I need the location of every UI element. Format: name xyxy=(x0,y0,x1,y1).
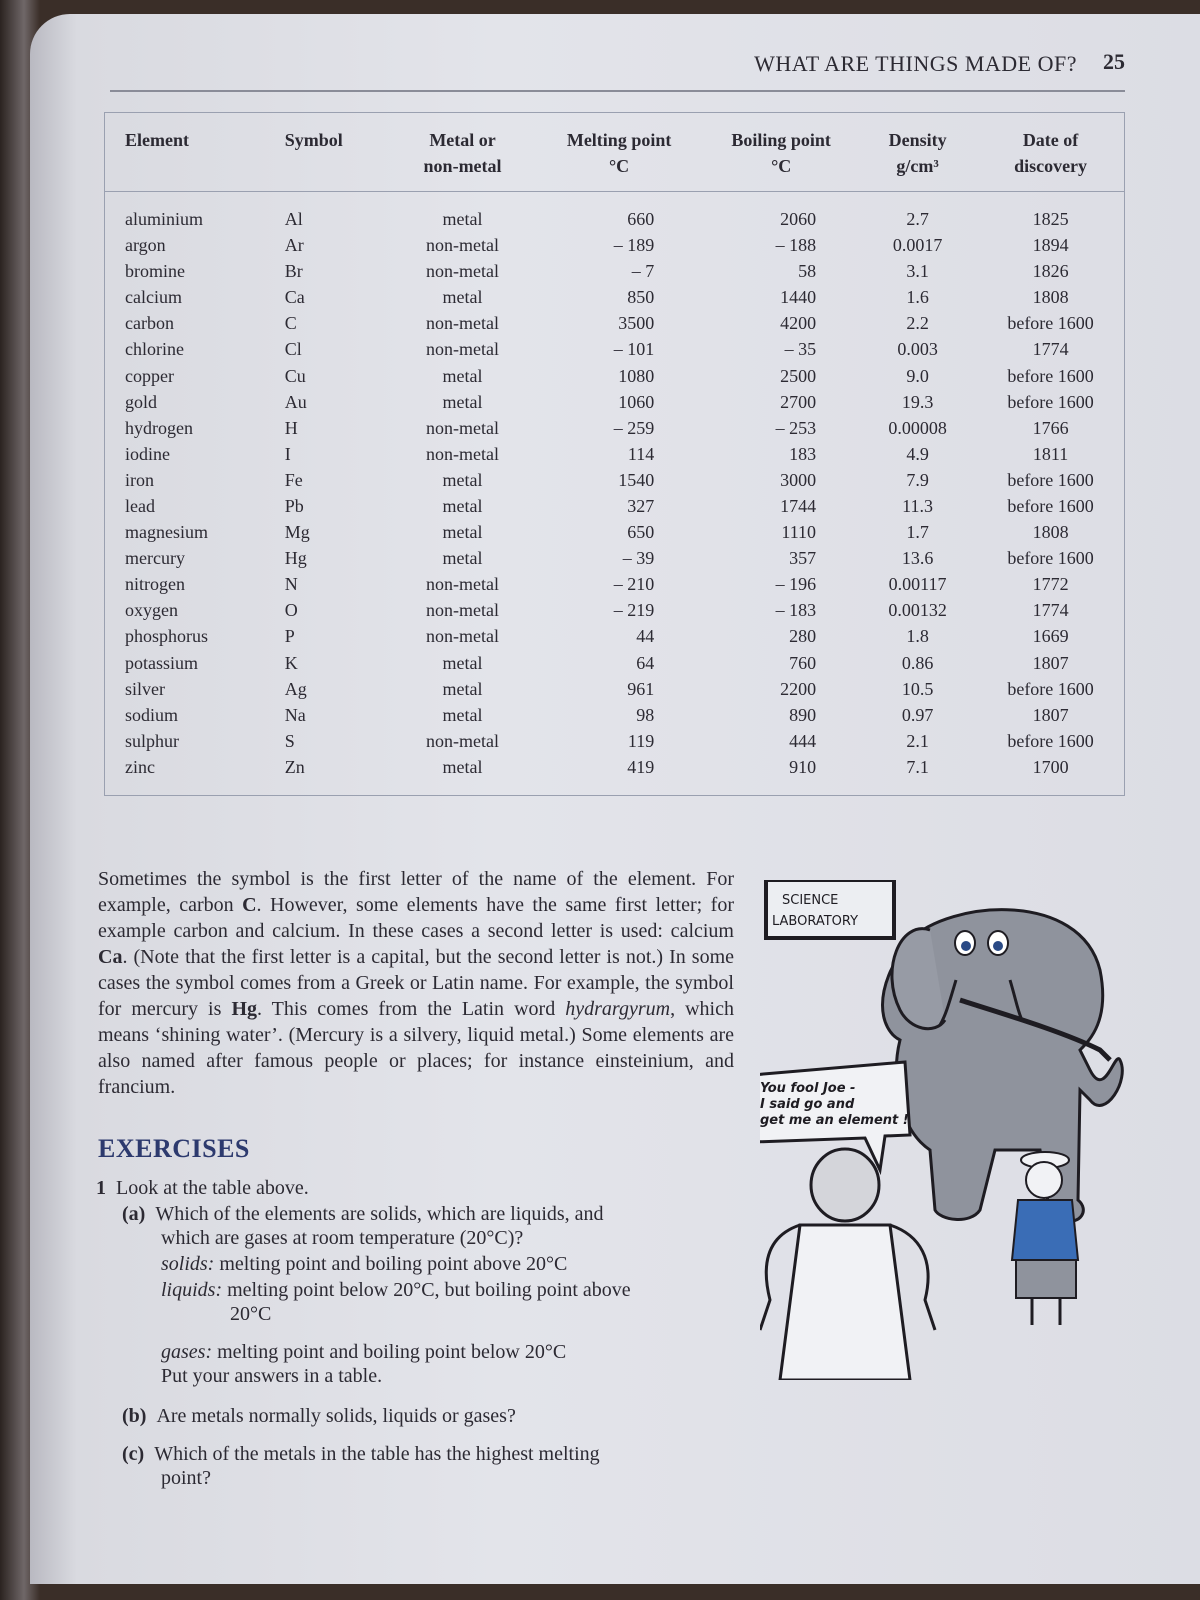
cell-symbol: Cu xyxy=(284,365,306,386)
table-row xyxy=(105,754,1125,795)
cell-date: 1811 xyxy=(1032,443,1069,464)
cell-metal: metal xyxy=(442,469,483,490)
cell-density: 0.003 xyxy=(897,339,938,360)
cell-boiling-point: 2060 xyxy=(780,208,817,229)
cell-date: 1808 xyxy=(1032,522,1069,543)
cell-metal: non-metal xyxy=(426,443,500,464)
cell-metal: metal xyxy=(442,678,483,699)
cell-boiling-point: – 183 xyxy=(775,600,817,621)
cell-symbol: Pb xyxy=(284,495,304,516)
cell-boiling-point: – 253 xyxy=(775,417,817,438)
cell-element: potassium xyxy=(125,652,199,673)
col-melting-point: Melting point °C xyxy=(534,113,704,192)
cell-melting-point: 327 xyxy=(627,495,655,516)
col-density: Density g/cm³ xyxy=(858,113,977,192)
cell-melting-point: 850 xyxy=(627,287,655,308)
table-row xyxy=(105,233,1125,259)
cell-density: 0.00008 xyxy=(888,417,947,438)
table-row xyxy=(105,520,1125,546)
cell-date: 1766 xyxy=(1032,417,1069,438)
cell-boiling-point: – 35 xyxy=(784,339,817,360)
cell-date: 1700 xyxy=(1032,757,1069,778)
cell-melting-point: – 210 xyxy=(613,574,655,595)
cell-melting-point: 98 xyxy=(636,704,655,725)
cell-metal: non-metal xyxy=(426,313,500,334)
table-row xyxy=(105,546,1125,572)
table-row xyxy=(105,598,1125,624)
cell-melting-point: 961 xyxy=(627,678,655,699)
cell-metal: metal xyxy=(442,757,483,778)
chapter-title: WHAT ARE THINGS MADE OF? xyxy=(754,51,1077,76)
cell-melting-point: 64 xyxy=(636,652,655,673)
cell-boiling-point: 2200 xyxy=(780,678,817,699)
cell-symbol: P xyxy=(284,626,295,647)
cell-element: magnesium xyxy=(125,522,208,543)
col-metal: Metal or non-metal xyxy=(391,113,534,192)
cell-date: before 1600 xyxy=(1007,678,1094,699)
cell-density: 2.7 xyxy=(906,208,929,229)
cell-date: 1826 xyxy=(1032,261,1069,282)
cell-symbol: Hg xyxy=(284,548,307,569)
cell-melting-point: 114 xyxy=(627,443,655,464)
cell-melting-point: 1060 xyxy=(618,391,655,412)
lab-sign xyxy=(766,880,894,938)
cell-boiling-point: 183 xyxy=(789,443,817,464)
cell-date: before 1600 xyxy=(1007,469,1094,490)
bubble-line-2: I said go and xyxy=(760,1097,855,1112)
cell-density: 2.2 xyxy=(906,313,929,334)
table-row xyxy=(105,493,1125,519)
cell-symbol: K xyxy=(284,652,298,673)
cell-date: before 1600 xyxy=(1007,548,1094,569)
cell-metal: non-metal xyxy=(426,339,500,360)
cell-density: 9.0 xyxy=(906,365,929,386)
cell-symbol: H xyxy=(284,417,298,438)
cell-element: aluminium xyxy=(125,208,203,229)
cell-density: 1.8 xyxy=(906,626,929,647)
table-row xyxy=(105,285,1125,311)
cell-symbol: S xyxy=(284,730,295,751)
question-1a-line2: which are gases at room temperature (20°C)? xyxy=(161,1227,524,1249)
cell-density: 0.97 xyxy=(901,704,934,725)
cell-date: before 1600 xyxy=(1007,495,1094,516)
liquids-line2: 20°C xyxy=(230,1303,272,1325)
question-1: 1 Look at the table above. xyxy=(96,1177,309,1199)
cell-boiling-point: 1110 xyxy=(781,522,817,543)
cell-element: sulphur xyxy=(125,730,179,751)
latin-word: hydrargyrum xyxy=(565,998,671,1020)
table-row xyxy=(105,259,1125,285)
page-number: 25 xyxy=(1103,49,1125,74)
cell-density: 0.0017 xyxy=(892,235,943,256)
cell-metal: metal xyxy=(442,287,483,308)
col-element: Element xyxy=(105,113,261,192)
table-row xyxy=(105,192,1125,233)
sign-line-2: LABORATORY xyxy=(772,914,859,929)
cell-symbol: C xyxy=(284,313,297,334)
cell-element: gold xyxy=(125,391,158,412)
cell-melting-point: – 219 xyxy=(613,600,655,621)
cell-metal: metal xyxy=(442,548,483,569)
cell-melting-point: – 101 xyxy=(613,339,655,360)
cell-boiling-point: 910 xyxy=(789,757,817,778)
table-row xyxy=(105,363,1125,389)
cell-date: before 1600 xyxy=(1007,391,1094,412)
cell-element: hydrogen xyxy=(125,417,193,438)
cell-boiling-point: – 196 xyxy=(775,574,817,595)
cell-date: 1669 xyxy=(1032,626,1069,647)
table-row xyxy=(105,415,1125,441)
cell-element: silver xyxy=(125,678,165,699)
table-row xyxy=(105,676,1125,702)
cell-metal: non-metal xyxy=(426,235,500,256)
cell-melting-point: 419 xyxy=(627,757,655,778)
table-row xyxy=(105,441,1125,467)
cell-melting-point: – 39 xyxy=(622,548,655,569)
cell-symbol: Cl xyxy=(284,339,302,360)
question-1c: (c) Which of the metals in the table has the highest melting xyxy=(122,1443,600,1465)
cell-symbol: Br xyxy=(284,261,303,282)
symbol-paragraph: Sometimes the symbol is the first letter of the name of the element. For example, carbon C. However, some elements have the same first letter; for example carbon and calcium. In these cases a second letter is used: calcium Ca. (Note that the first letter is a capital, but the second letter is not.) In some cases the symbol comes from a Greek or Latin name. For example, the symbol for mercury is Hg. This comes from the Latin word hydrargyrum, which means ‘shining water’. (Mercury is a silvery, liquid metal.) Some elements are also named after famous people or places; for instance einsteinium, and francium. xyxy=(98,868,734,1098)
scientist xyxy=(760,1149,935,1380)
cell-density: 7.9 xyxy=(906,469,929,490)
cell-metal: non-metal xyxy=(426,730,500,751)
cell-melting-point: 660 xyxy=(627,208,655,229)
table-row xyxy=(105,650,1125,676)
cell-element: calcium xyxy=(125,287,182,308)
cell-element: bromine xyxy=(125,261,185,282)
table-row xyxy=(105,572,1125,598)
cell-metal: non-metal xyxy=(426,574,500,595)
cell-element: phosphorus xyxy=(125,626,209,647)
col-boiling-point: Boiling point °C xyxy=(704,113,858,192)
cell-date: before 1600 xyxy=(1007,730,1094,751)
question-1c-line2: point? xyxy=(161,1467,211,1489)
question-1a: (a) Which of the elements are solids, which are liquids, and xyxy=(122,1203,604,1225)
cell-symbol: Mg xyxy=(284,522,310,543)
cell-density: 13.6 xyxy=(901,548,934,569)
cell-metal: metal xyxy=(442,208,483,229)
cell-boiling-point: 58 xyxy=(798,261,817,282)
table-row xyxy=(105,467,1125,493)
table-row xyxy=(105,311,1125,337)
elephant xyxy=(883,910,1123,1221)
liquids-line: liquids: melting point below 20°C, but boiling point above xyxy=(161,1279,631,1301)
cell-melting-point: – 259 xyxy=(613,417,655,438)
gases-line: gases: melting point and boiling point below 20°C xyxy=(161,1341,567,1363)
cell-element: iodine xyxy=(125,443,170,464)
col-date: Date of discovery xyxy=(977,113,1124,192)
cell-boiling-point: 357 xyxy=(789,548,817,569)
table-row xyxy=(105,728,1125,754)
cell-boiling-point: 1744 xyxy=(780,495,817,516)
cell-date: 1825 xyxy=(1032,208,1069,229)
cell-boiling-point: 1440 xyxy=(780,287,817,308)
cell-density: 1.7 xyxy=(906,522,929,543)
cell-symbol: Ca xyxy=(284,287,305,308)
cell-date: before 1600 xyxy=(1007,313,1094,334)
cell-density: 19.3 xyxy=(901,391,934,412)
cell-metal: metal xyxy=(442,391,483,412)
cell-density: 4.9 xyxy=(906,443,929,464)
cell-date: 1894 xyxy=(1032,235,1069,256)
table-row xyxy=(105,624,1125,650)
table-body xyxy=(105,192,1125,796)
cell-density: 0.86 xyxy=(901,652,934,673)
cell-element: mercury xyxy=(125,548,185,569)
cell-date: 1807 xyxy=(1032,704,1069,725)
cell-symbol: Fe xyxy=(284,469,303,490)
cell-element: lead xyxy=(125,495,155,516)
cell-symbol: Au xyxy=(284,391,307,412)
cell-melting-point: 650 xyxy=(627,522,655,543)
cell-symbol: N xyxy=(284,574,298,595)
cell-element: iron xyxy=(125,469,154,490)
cell-boiling-point: 3000 xyxy=(780,469,817,490)
symbol-hg: Hg xyxy=(231,998,257,1020)
cell-date: before 1600 xyxy=(1007,365,1094,386)
solids-line: solids: melting point and boiling point above 20°C xyxy=(161,1253,568,1275)
cell-density: 0.00132 xyxy=(888,600,947,621)
cell-date: 1772 xyxy=(1032,574,1069,595)
cell-element: nitrogen xyxy=(125,574,185,595)
table-header xyxy=(105,113,1125,192)
cell-date: 1807 xyxy=(1032,652,1069,673)
cell-melting-point: 3500 xyxy=(618,313,655,334)
cell-boiling-point: – 188 xyxy=(775,235,817,256)
cell-density: 10.5 xyxy=(901,678,934,699)
col-symbol: Symbol xyxy=(261,113,391,192)
cell-metal: non-metal xyxy=(426,417,500,438)
cell-metal: non-metal xyxy=(426,600,500,621)
table-row xyxy=(105,702,1125,728)
cell-density: 3.1 xyxy=(906,261,929,282)
cell-metal: metal xyxy=(442,365,483,386)
exercises-heading: EXERCISES xyxy=(98,1134,250,1163)
cell-symbol: Zn xyxy=(284,757,305,778)
cell-boiling-point: 890 xyxy=(789,704,817,725)
cell-density: 1.6 xyxy=(906,287,929,308)
cell-element: carbon xyxy=(125,313,174,334)
cell-boiling-point: 2500 xyxy=(780,365,817,386)
cell-element: oxygen xyxy=(125,600,178,621)
cell-symbol: I xyxy=(284,443,291,464)
cell-symbol: Na xyxy=(284,704,306,725)
cell-symbol: Ag xyxy=(284,678,307,699)
cell-melting-point: – 7 xyxy=(631,261,655,282)
symbol-c: C xyxy=(242,894,257,916)
table-row xyxy=(105,389,1125,415)
cell-melting-point: 1080 xyxy=(618,365,655,386)
cell-density: 0.00117 xyxy=(888,574,947,595)
cell-melting-point: – 189 xyxy=(613,235,655,256)
elements-table xyxy=(104,112,1125,796)
cell-boiling-point: 4200 xyxy=(780,313,817,334)
cell-element: sodium xyxy=(125,704,179,725)
question-1b: (b) Are metals normally solids, liquids or gases? xyxy=(122,1405,516,1427)
cell-boiling-point: 760 xyxy=(789,652,817,673)
cell-symbol: Al xyxy=(284,208,303,229)
running-header xyxy=(110,47,1125,92)
cell-melting-point: 1540 xyxy=(618,469,655,490)
cell-boiling-point: 444 xyxy=(789,730,817,751)
cell-metal: metal xyxy=(442,495,483,516)
table-row xyxy=(105,337,1125,363)
elephant-cartoon xyxy=(760,880,1130,1380)
cell-metal: metal xyxy=(442,652,483,673)
cell-boiling-point: 2700 xyxy=(780,391,817,412)
sign-line-1: SCIENCE xyxy=(782,893,839,908)
cell-density: 7.1 xyxy=(906,757,929,778)
bubble-line-3: get me an element ! xyxy=(760,1113,909,1128)
cell-boiling-point: 280 xyxy=(789,626,817,647)
cell-metal: metal xyxy=(442,522,483,543)
cell-density: 2.1 xyxy=(906,730,929,751)
bubble-line-1: You fool Joe - xyxy=(760,1081,856,1096)
cell-metal: non-metal xyxy=(426,626,500,647)
cell-element: zinc xyxy=(125,757,155,778)
symbol-ca: Ca xyxy=(98,946,123,968)
cell-melting-point: 119 xyxy=(627,730,655,751)
cell-symbol: Ar xyxy=(284,235,304,256)
cell-date: 1774 xyxy=(1032,600,1069,621)
put-answers-line: Put your answers in a table. xyxy=(161,1365,383,1387)
cell-symbol: O xyxy=(284,600,298,621)
cell-melting-point: 44 xyxy=(636,626,655,647)
cell-date: 1774 xyxy=(1032,339,1069,360)
cell-metal: non-metal xyxy=(426,261,500,282)
cell-date: 1808 xyxy=(1032,287,1069,308)
cell-density: 11.3 xyxy=(902,495,934,516)
cell-metal: metal xyxy=(442,704,483,725)
cell-element: chlorine xyxy=(125,339,184,360)
cell-element: copper xyxy=(125,365,174,386)
cell-element: argon xyxy=(125,235,166,256)
